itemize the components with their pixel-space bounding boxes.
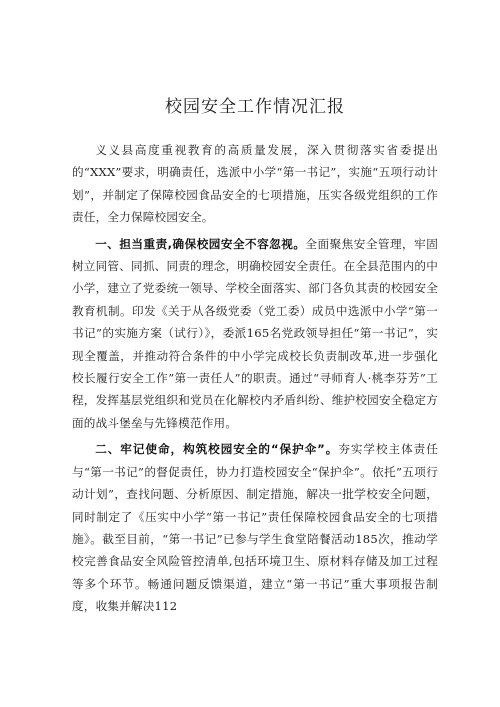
paragraph-text: 夯实学校主体责任与“第一书记”的督促责任，协力打造校园安全“保护伞”。依托”五项行动计划”，查找问题、分析原因、制定措施，解决一批学校安全问题，同时制定了《压实中小学“第一书记”责任保障校园食品安全的七项措施》。截至目前，“第一书记”已参与学生食堂陪餐活动185次，推动学校完善食品安全风险管控清单,包括环境卫生、原材料存储及加工过程等多个环节。畅通问题反馈渠道，建立“第一书记”重大事项报告制度，收集并解决112 (72, 442, 438, 614)
paragraph-text: 义义县高度重视教育的高质量发展，深入贯彻落实省委提出的“XXX”要求，明确责任，选派中小学“第一书记”，实施“五项行动计划”，并制定了保障校园食品安全的七项措施，压实各级党组织的工作责任，全力保障校园安全。 (72, 143, 438, 225)
document-title: 校园安全工作情况汇报 (165, 97, 345, 117)
paragraph-section-1 (72, 233, 438, 435)
section-heading: 一、担当重责,确保校园安全不容忽视。 (95, 236, 306, 251)
paragraph-text: 全面聚焦安全管理，牢固树立同管、同抓、同责的理念，明确校园安全责任。在全县范围内的中小学，建立了党委统一领导、学校全面落实、部门各负其责的校园安全教育机制。印发《关于从各级党委（党工委）成员中选派中小学“第一书记”的实施方案（试行）》，委派165名党政领导担任“第一书记”，实现全覆盖，并推动符合条件的中小学完成校长负责制改革,进一步强化校长履行安全工作”第一责任人”的职责。通过“寻师育人·桃李芬芳”工程，发挥基层党组织和党员在化解校内矛盾纠纷、维护校园安全稳定方面的战斗堡垒与先锋模范作用。 (72, 236, 439, 430)
section-heading: 二、牢记使命，构筑校园安全的“保护伞”。 (95, 442, 339, 457)
paragraph-section-2 (72, 438, 438, 617)
paragraph-intro (72, 139, 438, 229)
